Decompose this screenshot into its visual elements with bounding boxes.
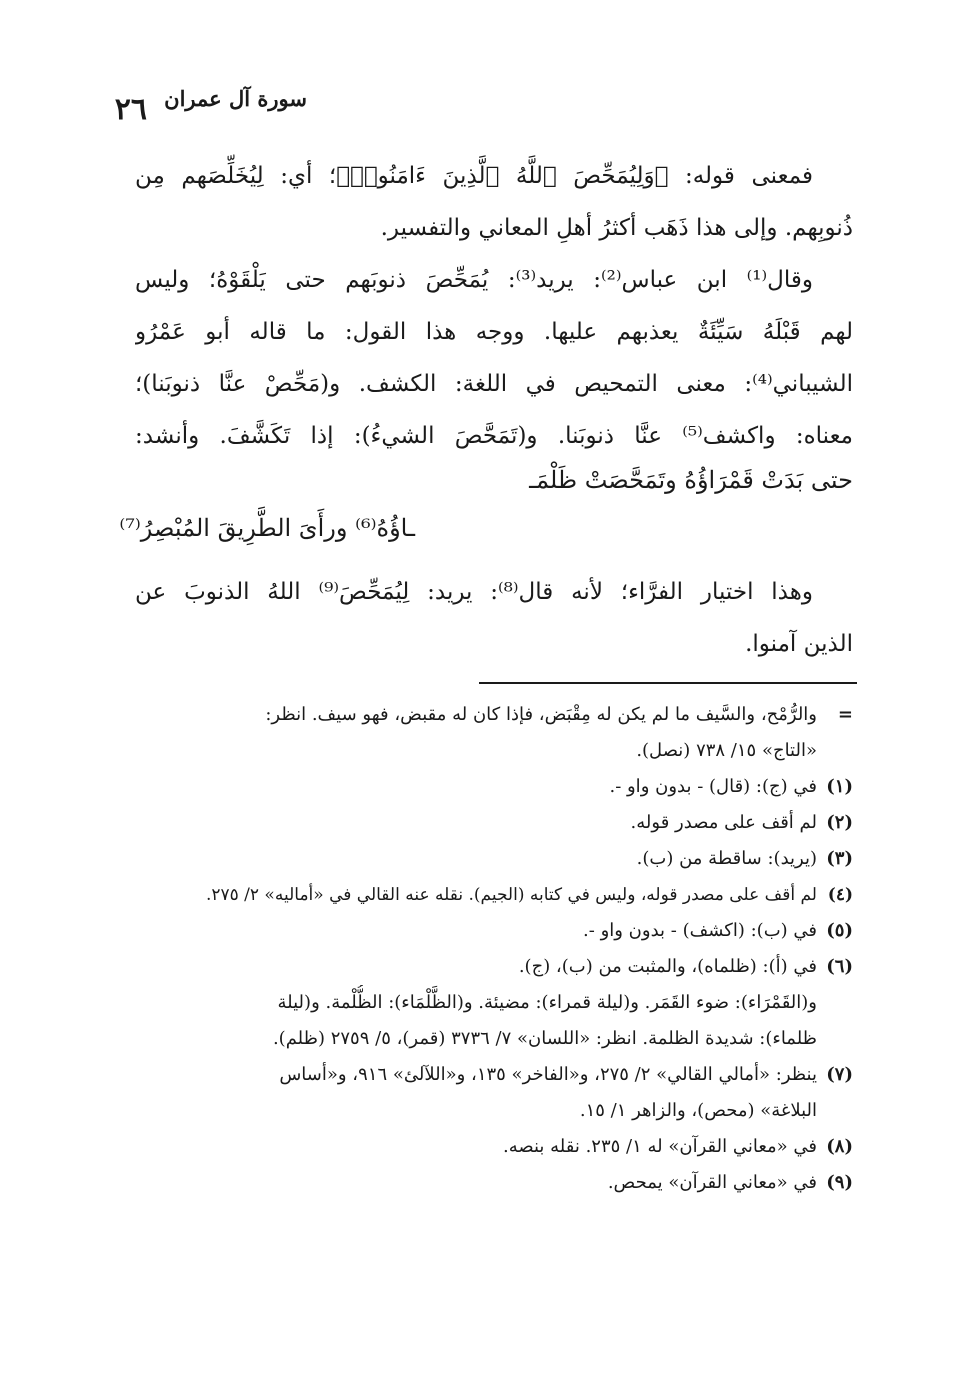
- footnote-marker: (٤): [827, 885, 853, 905]
- footnote-text: «التاج» ١٥/ ٧٣٨ (نصل).: [636, 740, 817, 761]
- body-line: وقال⁽¹⁾ ابن عباس⁽²⁾: يريد⁽³⁾: يُمَحِّصَ ذنوبَهم حتى يَلْقَوْهُ؛ وليس: [135, 267, 813, 293]
- footnote-4: [135, 877, 853, 913]
- poetry-verse-first-half: حتى بَدَتْ قَمْرَاؤُهُ وتَمَحَّصَتْ ظَلْمَـ: [529, 466, 853, 494]
- footnote-marker: (٩): [826, 1172, 853, 1193]
- footnote-marker: (٢): [826, 812, 853, 833]
- main-text-continued: [135, 566, 853, 670]
- body-line: وهذا اختيار الفرَّاء؛ لأنه قال⁽⁸⁾: يريد: لِيُمَحِّصَ⁽⁹⁾ اللهُ الذنوبَ عن: [135, 579, 813, 605]
- footnote-3: [135, 841, 853, 877]
- body-line: الشيباني⁽⁴⁾: معنى التمحيص في اللغة: الكشف. و(مَحِّصْ عنَّا ذنوبَنا)؛: [135, 371, 853, 397]
- footnote-marker: (٧): [826, 1064, 853, 1085]
- poetry-verse-second-half: ـاؤُهُ⁽⁶⁾ ورأَىَ الطَّرِيقَ المُبْصِرُ⁽⁷⁾: [119, 514, 415, 542]
- footnote-text: في (أ): (ظلماه)، والمثبت من (ب)، (ج).: [518, 956, 817, 977]
- footnote-text: (يريد): ساقطة من (ب).: [636, 848, 817, 869]
- footnote-separator: [479, 682, 857, 684]
- footnote-text: لم أقف على مصدر قوله.: [630, 812, 817, 833]
- body-line: فمعنى قوله: ﴿وَلِيُمَحِّصَ ٱللَّهُ ٱلَّذِينَ ءَامَنُوا۟﴾؛ أي: لِيُخَلِّصَهم مِن: [135, 163, 813, 189]
- continuation-marker: =: [837, 704, 853, 725]
- footnote-text: في «معاني القرآن» يمحص.: [607, 1172, 817, 1193]
- footnote-marker: (١): [826, 776, 853, 797]
- footnote-text: في (ب): (اكشف) - بدون واو -.: [583, 920, 817, 941]
- footnote-text: والرُّمْح، والسَّيف ما لم يكن له مِقْبَض، فإذا كان له مقبض، فهو سيف. انظر:: [265, 704, 817, 725]
- footnote-5: [135, 913, 853, 949]
- footnote-text: البلاغة» (محص)، والزاهر ١/ ١٥.: [579, 1100, 817, 1121]
- footnote-text: و(القَمْرَاء): ضوء القَمَر. و(ليلة قمراء): مضيئة. و(الظَّلْمَاء): الظُّلْمة. و(ليلة: [277, 992, 817, 1013]
- footnote-8: [135, 1129, 853, 1165]
- body-line: معناه: واكشف⁽⁵⁾ عنَّا ذنوبَنا. و(تَمَحَّصَ الشيءُ): إذا تَكَشَّفَ. وأنشد:: [135, 423, 853, 449]
- footnote-marker: (٥): [826, 920, 853, 941]
- footnote-marker: (٦): [826, 956, 853, 977]
- footnote-text: ظلماء): شديدة الظلمة. انظر: «اللسان» ٧/ ٣٧٣٦ (قمر)، ٥/ ٢٧٥٩ (ظلم).: [272, 1028, 817, 1049]
- footnote-1: [135, 769, 853, 805]
- footnote-text: في (ج): (قال) - بدون واو -.: [609, 776, 817, 797]
- footnote-marker: (٨): [826, 1136, 853, 1157]
- footnote-6: [135, 949, 853, 985]
- body-line: ذُنوبِهم. وإلى هذا ذَهَب أكثرُ أهلِ المعاني والتفسير.: [380, 215, 853, 241]
- running-title: سورة آل عمران: [164, 86, 307, 111]
- main-text: [135, 150, 853, 462]
- footnote-text: لم أقف على مصدر قوله، وليس في كتابه (الجيم). نقله عنه القالي في «أماليه» ٢/ ٢٧٥.: [205, 885, 817, 905]
- footnote-text: في «معاني القرآن» له ١/ ٢٣٥. نقله بنصه.: [502, 1136, 817, 1157]
- footnote-2: [135, 805, 853, 841]
- footnote-9: [135, 1165, 853, 1201]
- footnote-continuation: [135, 697, 853, 733]
- footnote-7: [135, 1057, 853, 1093]
- body-line: لهم قَبْلَهُ سَيِّئَةٌ يعذبهم عليها. ووجه هذا القول: ما قاله أبو عَمْرُو: [135, 319, 853, 345]
- footnote-text: ينظر: «أمالي القالي» ٢/ ٢٧٥، و«الفاخر» ١٣٥، و«اللآلئ» ٩١٦، و«أساس: [279, 1064, 817, 1085]
- page-number: ٢٦: [114, 92, 147, 127]
- footnotes: [135, 697, 853, 1201]
- body-line: الذين آمنوا.: [745, 631, 853, 657]
- footnote-marker: (٣): [826, 848, 853, 869]
